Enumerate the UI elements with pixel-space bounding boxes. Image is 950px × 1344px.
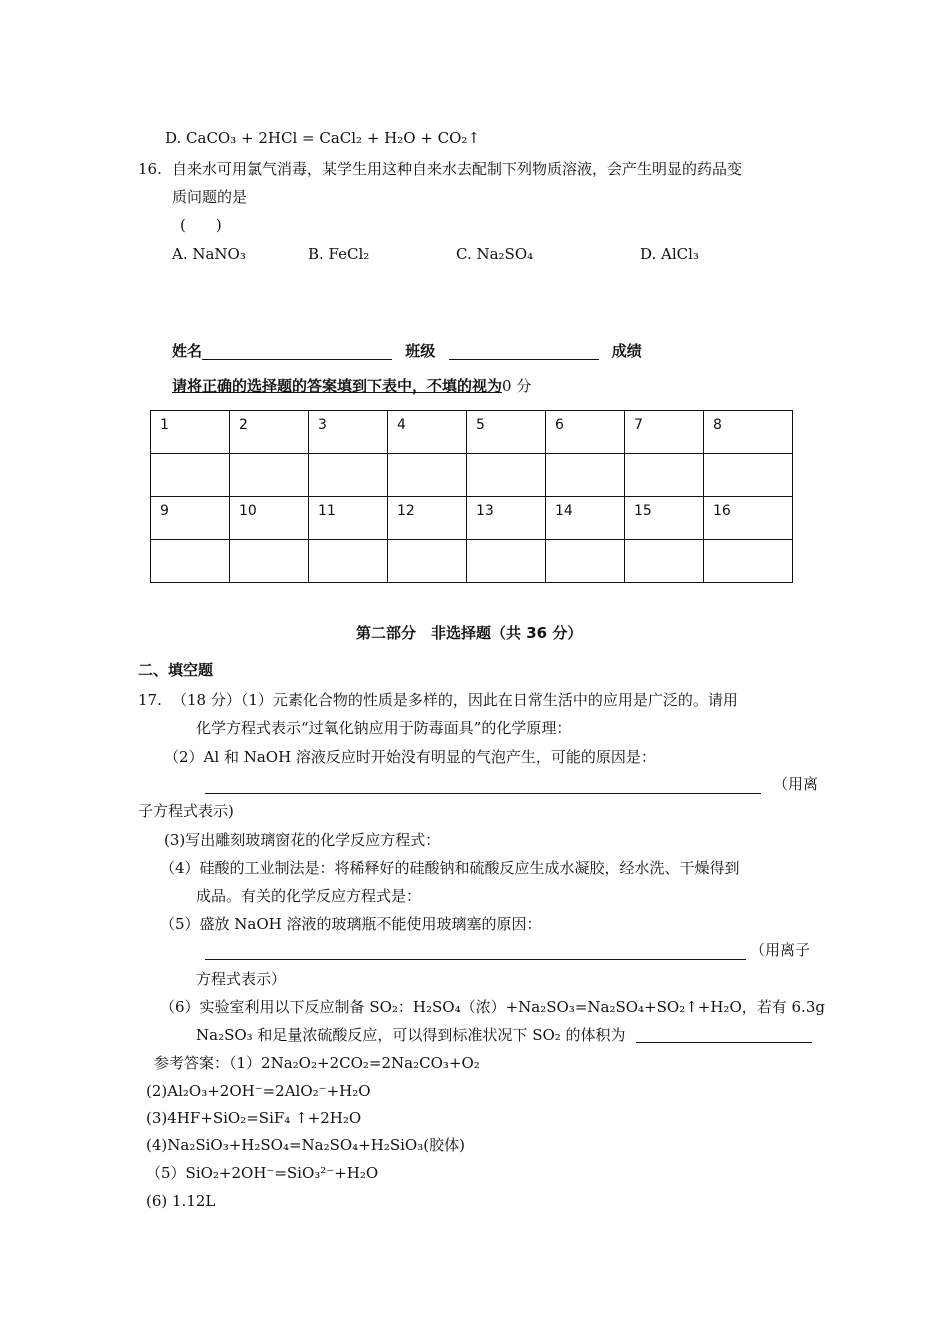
class-blank[interactable] (449, 343, 599, 360)
answer-6: (6) 1.12L (146, 1192, 216, 1210)
answer-cell[interactable] (230, 454, 309, 497)
q17-6-answer-blank[interactable] (636, 1024, 812, 1043)
q17-line10-tail: （用离子 (750, 941, 811, 959)
instruction-tail: 0 分 (502, 377, 532, 395)
answer-cell[interactable] (546, 454, 625, 497)
q17-line2: 化学方程式表示“过氧化钠应用于防毒面具”的化学原理： (196, 719, 572, 737)
q16-option-a: A. NaNO₃ (172, 245, 246, 263)
q16-number: 16. (138, 160, 162, 178)
question-number-cell: 10 (230, 497, 309, 540)
q17-2-answer-blank[interactable] (205, 775, 761, 794)
table-row (151, 411, 793, 454)
q17-line5: 子方程式表示) (138, 802, 234, 820)
q17-line6: (3)写出雕刻玻璃窗花的化学反应方程式： (164, 831, 441, 849)
question-number-cell: 2 (230, 411, 309, 454)
question-number-cell: 16 (704, 497, 793, 540)
question-number-cell: 12 (388, 497, 467, 540)
answer-3: (3)4HF+SiO₂=SiF₄ ↑+2H₂O (146, 1109, 362, 1127)
q16-option-c: C. Na₂SO₄ (456, 245, 534, 263)
q17-5-answer-blank[interactable] (205, 941, 746, 960)
q17-line11: 方程式表示） (196, 970, 287, 988)
q17-line9: （5）盛放 NaOH 溶液的玻璃瓶不能使用玻璃塞的原因： (160, 915, 542, 933)
answer-label: 参考答案： (154, 1054, 230, 1072)
q15-option-d: D. CaCO₃ + 2HCl = CaCl₂ + H₂O + CO₂↑ (165, 129, 481, 147)
question-number-cell: 9 (151, 497, 230, 540)
question-number-cell: 3 (309, 411, 388, 454)
question-number-cell: 5 (467, 411, 546, 454)
q17-line3: （2）Al 和 NaOH 溶液反应时开始没有明显的气泡产生，可能的原因是： (164, 748, 656, 766)
question-number-cell: 14 (546, 497, 625, 540)
q16-answer-bracket: ( ) (180, 216, 222, 234)
answer-cell[interactable] (467, 454, 546, 497)
answer-cell[interactable] (625, 540, 704, 583)
q17-line1: （18 分）（1）元素化合物的性质是多样的，因此在日常生活中的应用是广泛的。请用 (172, 691, 738, 709)
answer-5: （5）SiO₂+2OH⁻=SiO₃²⁻+H₂O (146, 1164, 379, 1182)
answer-cell[interactable] (704, 454, 793, 497)
answer-cell[interactable] (151, 454, 230, 497)
score-label: 成绩 (611, 342, 642, 360)
q17-line8: 成品。有关的化学反应方程式是： (196, 887, 422, 905)
answer-cell[interactable] (151, 540, 230, 583)
answer-table (150, 410, 793, 583)
q17-line13: Na₂SO₃ 和足量浓硫酸反应，可以得到标准状况下 SO₂ 的体积为 (196, 1026, 626, 1044)
q17-number: 17. (138, 691, 162, 709)
q17-line4-tail: （用离 (773, 775, 819, 793)
table-row (151, 454, 793, 497)
question-number-cell: 15 (625, 497, 704, 540)
answer-cell[interactable] (309, 454, 388, 497)
question-number-cell: 1 (151, 411, 230, 454)
instruction-text: 请将正确的选择题的答案填到下表中，不填的视为 (172, 377, 503, 395)
answer-cell[interactable] (704, 540, 793, 583)
question-number-cell: 7 (625, 411, 704, 454)
answer-cell[interactable] (230, 540, 309, 583)
table-row (151, 497, 793, 540)
q16-stem-line2: 质问题的是 (172, 188, 248, 206)
q16-stem-line1: 自来水可用氯气消毒，某学生用这种自来水去配制下列物质溶液，会产生明显的药品变 (172, 160, 743, 178)
answer-2: (2)Al₂O₃+2OH⁻=2AlO₂⁻+H₂O (146, 1082, 371, 1100)
name-blank[interactable] (202, 343, 392, 360)
answer-cell[interactable] (625, 454, 704, 497)
answer-4: (4)Na₂SiO₃+H₂SO₄=Na₂SO₄+H₂SiO₃(胶体) (146, 1136, 465, 1154)
answer-cell[interactable] (309, 540, 388, 583)
question-number-cell: 6 (546, 411, 625, 454)
question-number-cell: 8 (704, 411, 793, 454)
section-heading: 二、填空题 (138, 661, 214, 679)
answer-cell[interactable] (467, 540, 546, 583)
answer-line-1 (154, 1054, 480, 1072)
q16-option-d: D. AlCl₃ (640, 245, 699, 263)
question-number-cell: 11 (309, 497, 388, 540)
instruction-line (172, 377, 531, 395)
question-number-cell: 13 (467, 497, 546, 540)
q17-line7: （4）硅酸的工业制法是：将稀释好的硅酸钠和硫酸反应生成水凝胶，经水洗、干燥得到 (160, 859, 740, 877)
answer-cell[interactable] (388, 540, 467, 583)
q16-option-b: B. FeCl₂ (308, 245, 370, 263)
table-row (151, 540, 793, 583)
q17-line12: （6）实验室利用以下反应制备 SO₂：H₂SO₄（浓）+Na₂SO₃=Na₂SO₄+SO₂↑+H₂O，若有 6.3g (160, 998, 825, 1016)
question-number-cell: 4 (388, 411, 467, 454)
name-label: 姓名 (172, 342, 203, 360)
part2-title: 第二部分 非选择题（共 36 分） (356, 624, 583, 642)
class-label: 班级 (405, 342, 436, 360)
answer-1: （1）2Na₂O₂+2CO₂=2Na₂CO₃+O₂ (229, 1054, 480, 1072)
answer-cell[interactable] (388, 454, 467, 497)
answer-cell[interactable] (546, 540, 625, 583)
student-info-line (172, 342, 642, 360)
